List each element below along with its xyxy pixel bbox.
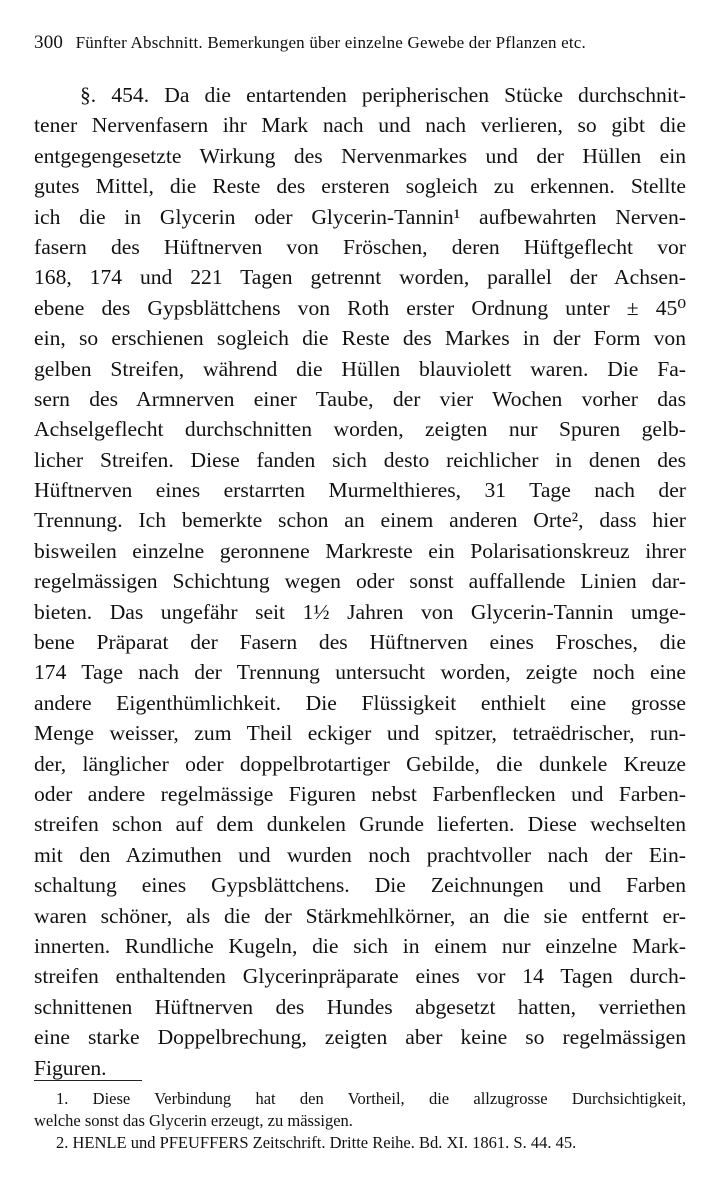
text-line: fasern des Hüftnerven von Fröschen, deren Hüftgeflecht vor: [34, 234, 686, 259]
body-text: [34, 80, 686, 1083]
text-line: Figuren.: [34, 1055, 107, 1080]
text-line: eine starke Doppelbrechung, zeigten aber keine so regelmässigen: [34, 1025, 686, 1050]
text-line: gelben Streifen, während die Hüllen blauviolett waren. Die Fa-: [34, 356, 686, 381]
footnote-line: 1. Diese Verbindung hat den Vortheil, die allzugrosse Durchsichtigkeit,: [56, 1089, 686, 1108]
text-line: Menge weisser, zum Theil eckiger und spitzer, tetraëdrischer, run-: [34, 721, 686, 746]
text-line: innerten. Rundliche Kugeln, die sich in einem nur einzelne Mark-: [34, 933, 686, 958]
text-line: waren schöner, als die der Stärkmehlkörner, an die sie entfernt er-: [34, 903, 686, 928]
text-line: Trennung. Ich bemerkte schon an einem anderen Orte², dass hier: [34, 508, 686, 533]
text-line: ich die in Glycerin oder Glycerin-Tannin¹ aufbewahrten Nerven-: [34, 204, 686, 229]
text-line: §. 454. Da die entartenden peripherischen Stücke durchschnit-: [80, 83, 686, 107]
text-line: Hüftnerven eines erstarrten Murmelthieres, 31 Tage nach der: [34, 478, 686, 503]
text-line: der, länglicher oder doppelbrotartiger Gebilde, die dunkele Kreuze: [34, 751, 686, 776]
footnotes: [34, 1088, 686, 1154]
text-line: bisweilen einzelne geronnene Markreste ein Polarisationskreuz ihrer: [34, 538, 686, 563]
footnote-line: 2. HENLE und PFEUFFERS Zeitschrift. Dritte Reihe. Bd. XI. 1861. S. 44. 45.: [56, 1133, 577, 1152]
text-line: sern des Armnerven einer Taube, der vier Wochen vorher das: [34, 386, 686, 411]
page-number: 300: [34, 32, 64, 53]
text-line: mit den Azimuthen und wurden noch prachtvoller nach der Ein-: [34, 842, 686, 867]
text-line: gutes Mittel, die Reste des ersteren sogleich zu erkennen. Stellte: [34, 174, 686, 199]
text-line: licher Streifen. Diese fanden sich desto reichlicher in denen des: [34, 447, 686, 472]
text-line: oder andere regelmässige Figuren nebst Farbenflecken und Farben-: [34, 781, 686, 806]
text-line: 174 Tage nach der Trennung untersucht worden, zeigte noch eine: [34, 660, 686, 685]
text-line: 168, 174 und 221 Tagen getrennt worden, parallel der Achsen-: [34, 265, 686, 290]
text-line: Achselgeflecht durchschnitten worden, zeigten nur Spuren gelb-: [34, 417, 686, 442]
text-line: schaltung eines Gypsblättchens. Die Zeichnungen und Farben: [34, 873, 686, 898]
text-line: schnittenen Hüftnerven des Hundes abgesetzt hatten, verriethen: [34, 994, 686, 1019]
text-line: streifen schon auf dem dunkelen Grunde lieferten. Diese wechselten: [34, 812, 686, 837]
text-line: tener Nervenfasern ihr Mark nach und nach verlieren, so gibt die: [34, 113, 686, 138]
running-title: Fünfter Abschnitt. Bemerkungen über einzelne Gewebe der Pflanzen etc.: [75, 33, 586, 52]
text-line: andere Eigenthümlichkeit. Die Flüssigkeit enthielt eine grosse: [34, 690, 686, 715]
text-line: entgegengesetzte Wirkung des Nervenmarkes und der Hüllen ein: [34, 143, 686, 168]
text-line: ein, so erschienen sogleich die Reste des Markes in der Form von: [34, 326, 686, 351]
text-line: regelmässigen Schichtung wegen oder sonst auffallende Linien dar-: [34, 569, 686, 594]
text-line: bene Präparat der Fasern des Hüftnerven eines Frosches, die: [34, 630, 686, 655]
text-line: ebene des Gypsblättchens von Roth erster Ordnung unter ± 45⁰: [34, 295, 686, 320]
footnote-line: welche sonst das Glycerin erzeugt, zu mässigen.: [34, 1111, 353, 1130]
footnote-rule: [34, 1080, 142, 1081]
text-line: bieten. Das ungefähr seit 1½ Jahren von Glycerin-Tannin umge-: [34, 599, 686, 624]
text-line: streifen enthaltenden Glycerinpräparate eines vor 14 Tagen durch-: [34, 964, 686, 989]
running-head: [34, 32, 694, 54]
